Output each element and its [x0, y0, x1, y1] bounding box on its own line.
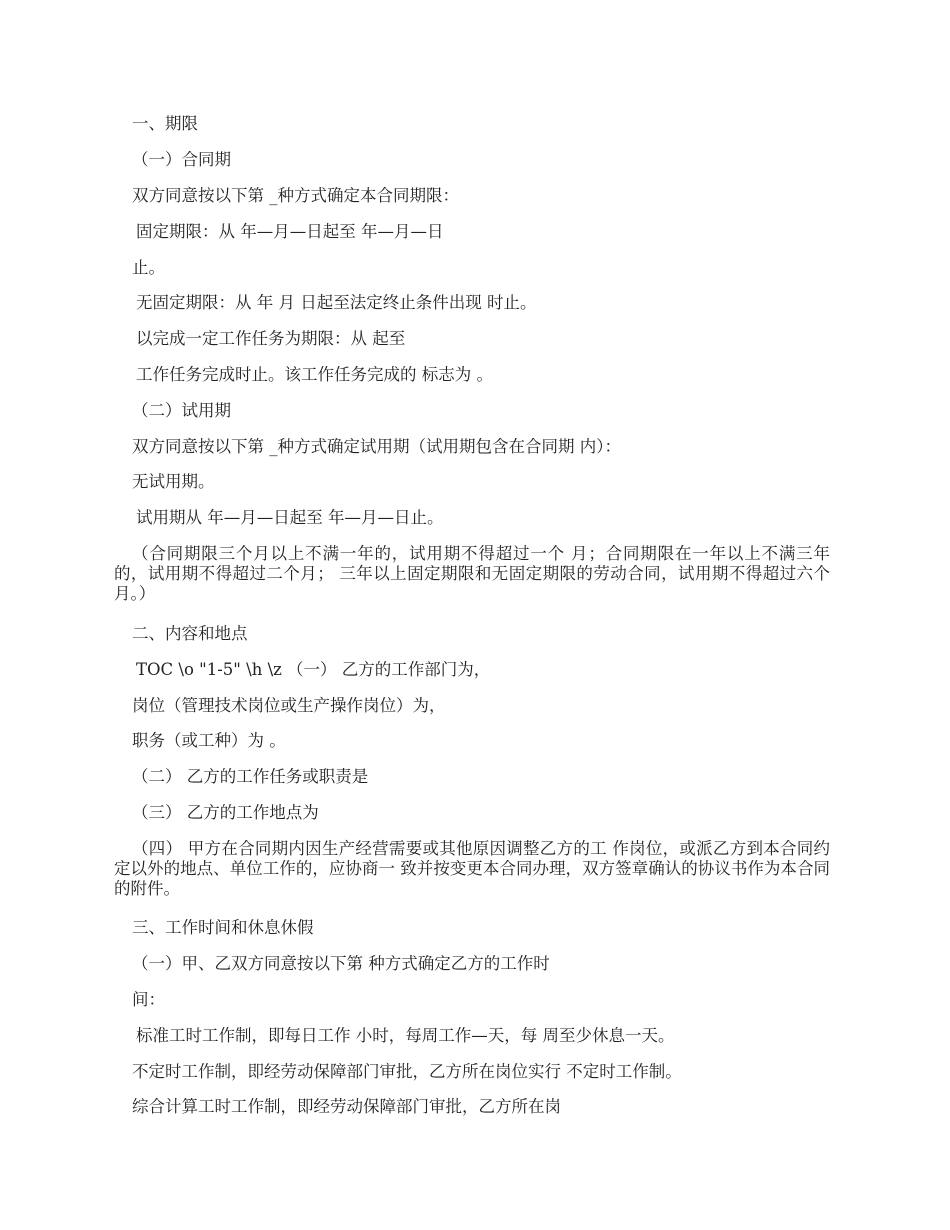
flexible-hours-line: 不定时工作制，即经劳动保障部门审批，乙方所在岗位实行 不定时工作制。	[132, 1062, 682, 1081]
comprehensive-hours-line: 综合计算工时工作制，即经劳动保障部门审批，乙方所在岗	[132, 1097, 561, 1116]
probation-rules-paragraph: （合同期限三个月以上不满一年的，试用期不得超过一个 月；合同期限在一年以上不满三年的，试用期不得超过二个月； 三年以上固定期限和无固定期限的劳动合同，试用期不得超过六个 月。）	[114, 544, 830, 603]
fixed-term-end: 止。	[132, 258, 165, 277]
position-line: 岗位（管理技术岗位或生产操作岗位）为，	[132, 696, 446, 715]
section-2-heading: 二、内容和地点	[132, 624, 248, 643]
subsection-contract-period: （一）合同期	[132, 150, 231, 169]
work-tasks-line: （二） 乙方的工作任务或职责是	[132, 767, 369, 786]
contract-period-method: 双方同意按以下第 _种方式确定本合同期限：	[132, 186, 459, 205]
probation-method: 双方同意按以下第 _种方式确定试用期（试用期包含在合同期 内）：	[132, 437, 621, 456]
section-3-heading: 三、工作时间和休息休假	[132, 918, 314, 937]
probation-period-line: 试用期从 年—月—日起至 年—月—日止。	[136, 508, 444, 527]
subsection-probation: （二）试用期	[132, 401, 231, 420]
no-probation: 无试用期。	[132, 472, 215, 491]
section-1-heading: 一、期限	[132, 114, 198, 133]
work-hours-method: （一）甲、乙双方同意按以下第 种方式确定乙方的工作时	[132, 954, 550, 973]
work-department-line: TOC \o "1-5" \h \z （一） 乙方的工作部门为，	[136, 660, 491, 679]
task-completion-line: 工作任务完成时止。该工作任务完成的 标志为 。	[136, 365, 493, 384]
position-adjustment-paragraph: （四） 甲方在合同期内因生产经营需要或其他原因调整乙方的工 作岗位，或派乙方到本合同约定以外的地点、单位工作的，应协商一 致并按变更本合同办理，双方签章确认的协议书作为本合同的附件。	[114, 839, 830, 898]
work-hours-method-cont: 间：	[132, 990, 165, 1009]
task-based-term: 以完成一定工作任务为期限：从 起至	[136, 329, 406, 348]
standard-hours-line: 标准工时工作制，即每日工作 小时，每周工作—天，每 周至少休息一天。	[136, 1026, 675, 1045]
work-location-line: （三） 乙方的工作地点为	[132, 803, 319, 822]
fixed-term-line: 固定期限：从 年—月—日起至 年—月—日	[136, 222, 444, 241]
open-ended-term: 无固定期限：从 年 月 日起至法定终止条件出现 时止。	[136, 293, 537, 312]
duty-line: 职务（或工种）为 。	[132, 731, 286, 750]
